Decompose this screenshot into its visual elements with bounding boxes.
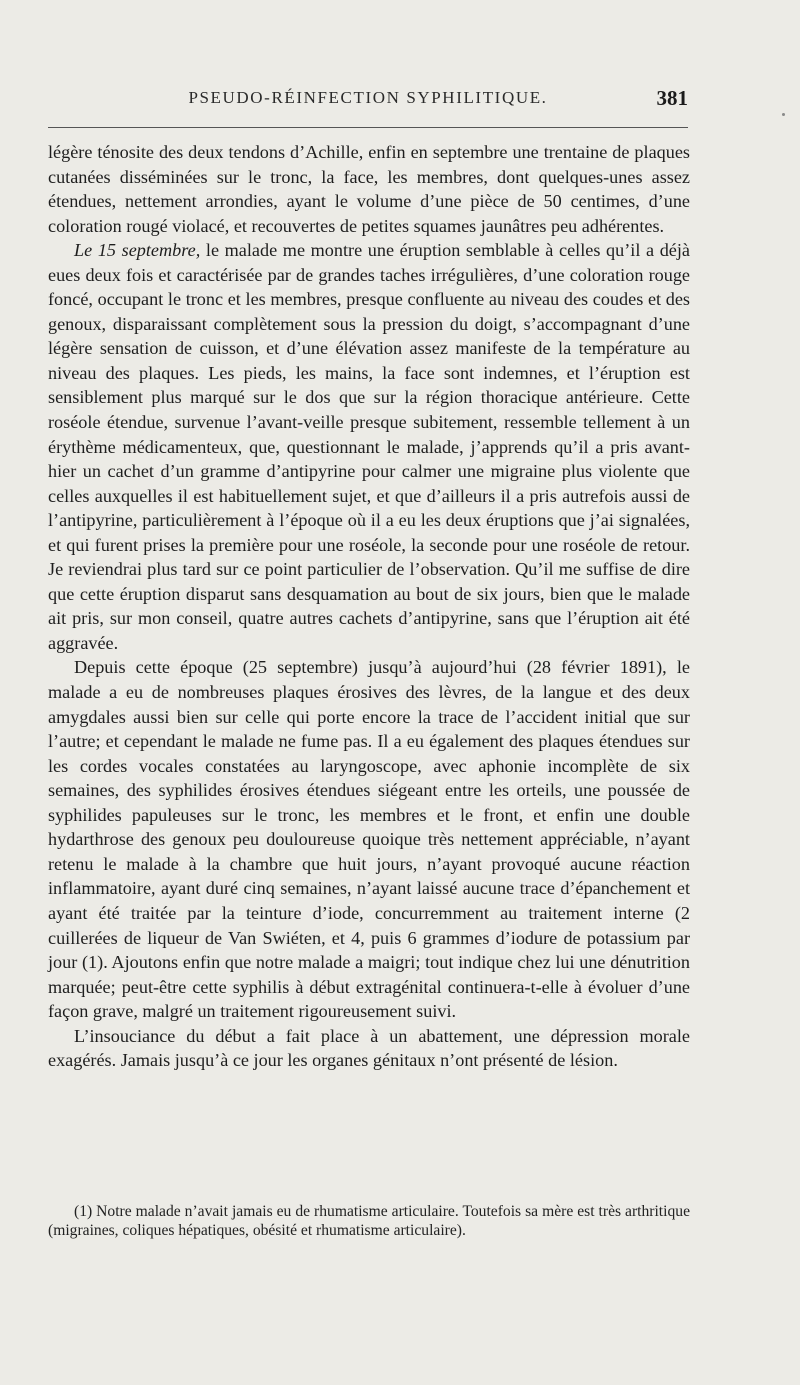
paragraph-2-text: le malade me montre une éruption semblable à celles qu’il a déjà eues deux fois et caractérisée par de grandes taches irrégulières, d’une coloration rouge foncé, occupant le tronc et les membres, presque confluente au niveau des coudes et des genoux, disparaissant complètement sous la pression du doigt, s’accompagnant d’une légère sensation de cuisson, et d’une élévation assez manifeste de la température au niveau des plaques. Les pieds, les mains, la face sont indemnes, et l’éruption est sensiblement plus marqué sur le dos que sur la région thoracique antérieure. Cette roséole étendue, survenue l’avant-veille presque subitement, ressemble tellement à un érythème médicamenteux, que, questionnant le malade, j’apprends qu’il a pris avant-hier un cachet d’un gramme d’antipyrine pour calmer une migraine plus violente que celles auxquelles il est habituellement sujet, et que d’ailleurs il a pris autrefois aussi de l’antipyrine, particulièrement à l’époque où il a eu les deux éruptions que j’ai signalées, et qui furent prises la première pour une roséole, la seconde pour une roséole de retour. Je reviendrai plus tard sur ce point particulier de l’observation. Qu’il me suffise de dire que cette éruption disparut sans desquamation au bout de six jours, bien que le malade ait pris, sur mon conseil, quatre autres cachets d’antipyrine, sans que l’éruption ait été aggravée. (48, 240, 690, 653)
paragraph-3: Depuis cette époque (25 septembre) jusqu’à aujourd’hui (28 février 1891), le malade a eu de nombreuses plaques érosives des lèvres, de la langue et des deux amygdales aussi bien sur celle qui porte encore la trace de l’accident initial que sur l’autre; et cependant le malade ne fume pas. Il a eu également des plaques étendues sur les cordes vocales constatées au laryngoscope, avec aphonie incomplète de six semaines, des syphilides érosives étendues siégeant entre les orteils, une poussée de syphilides papuleuses sur le tronc, les membres et le front, et enfin une double hydarthrose des genoux peu douloureuse quoique très nettement appréciable, n’ayant retenu le malade à la chambre que huit jours, n’ayant provoqué aucune réaction inflammatoire, ayant duré cinq semaines, n’ayant laissé aucune trace d’épanchement et ayant été traitée par la teinture d’iode, concurremment au traitement interne (2 cuillerées de liqueur de Van Swiéten, et 4, puis 6 grammes d’iodure de potassium par jour (1). Ajoutons enfin que notre malade a maigri; tout indique chez lui une dénutrition marquée; peut-être cette syphilis à début extragénital continuera-t-elle à évoluer d’une façon grave, malgré un traitement rigoureusement suivi. (48, 657, 690, 1022)
running-header (48, 86, 688, 116)
paragraph-2 (48, 238, 690, 655)
paragraph-4: L’insouciance du début a fait place à un abattement, une dépression morale exagérés. Jamais jusqu’à ce jour les organes génitaux n’ont présenté de lésion. (48, 1025, 690, 1071)
paragraph-2-date: Le 15 septembre, (74, 240, 201, 261)
page-number: 381 (656, 86, 688, 110)
running-title: PSEUDO-RÉINFECTION SYPHILITIQUE. (188, 88, 548, 107)
footnote: (1) Notre malade n’avait jamais eu de rhumatisme articulaire. Toutefois sa mère est très arthritique (migraines, coliques hépatiques, obésité et rhumatisme articulaire). (48, 1203, 690, 1239)
paragraph-1: légère ténosite des deux tendons d’Achille, enfin en septembre une trentaine de plaques cutanées disséminées sur le tronc, la face, les membres, dont quelques-unes assez étendues, nettement arrondies, ayant le volume d’une pièce de 50 centimes, d’une coloration rougé violacé, et recouvertes de petites squames jaunâtres peu adhérentes. (48, 142, 690, 236)
paper-speck (782, 113, 785, 116)
header-rule (48, 127, 688, 128)
body-text (48, 140, 690, 1073)
